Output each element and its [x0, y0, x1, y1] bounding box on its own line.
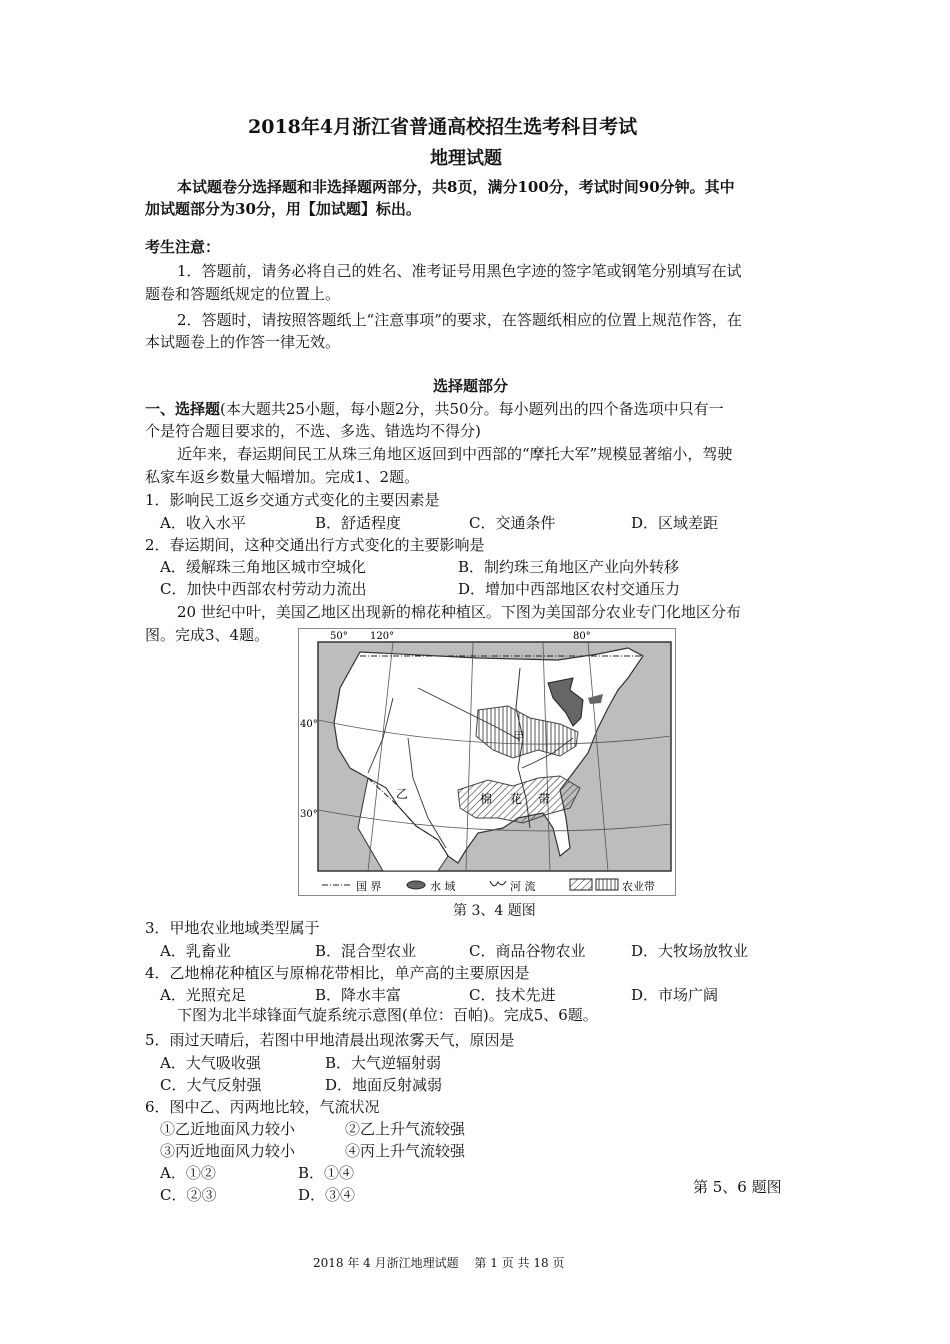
q6-option-c[interactable]: C．②③ — [160, 1186, 217, 1204]
lat-label-30: 30° — [300, 809, 318, 820]
q1-stem: 1．影响民工返乡交通方式变化的主要因素是 — [145, 491, 440, 509]
q5-option-b[interactable]: B．大气逆辐射弱 — [325, 1054, 442, 1072]
q6-statement-3: ③丙近地面风力较小 — [160, 1142, 296, 1160]
region-yi-label: 乙 — [396, 787, 409, 801]
passage1-line1: 近年来，春运期间民工从珠三角地区返回到中西部的“摩托大军”规模显著缩小，驾驶 — [177, 445, 733, 463]
lat-label-40: 40° — [300, 719, 318, 730]
q5-option-d[interactable]: D．地面反射减弱 — [325, 1076, 443, 1094]
part1-text: (本大题共25小题，每小题2分，共50分。每小题列出的四个备选项中只有一 — [220, 400, 724, 418]
passage2-line2: 图。完成3、4题。 — [145, 626, 270, 644]
us-agriculture-map — [298, 628, 676, 896]
q2-option-c[interactable]: C．加快中西部农村劳动力流出 — [160, 580, 367, 598]
q3-option-b[interactable]: B．混合型农业 — [315, 942, 417, 960]
legend-farm: 农业带 — [622, 880, 655, 893]
lon-label-120: 120° — [370, 631, 395, 642]
page-footer: 2018 年 4 月浙江地理试题 第 1 页 共 18 页 — [313, 1256, 565, 1270]
q1-option-c[interactable]: C．交通条件 — [469, 514, 556, 532]
passage3-line1: 下图为北半球锋面气旋系统示意图(单位：百帕)。完成5、6题。 — [177, 1006, 598, 1024]
q6-option-a[interactable]: A．①② — [160, 1164, 216, 1182]
notice-item2-line1: 2．答题时，请按照答题纸上“注意事项”的要求，在答题纸相应的位置上规范作答，在 — [177, 311, 742, 329]
map-svg — [298, 628, 676, 896]
q4-stem: 4．乙地棉花种植区与原棉花带相比，单产高的主要原因是 — [145, 964, 530, 982]
q3-stem: 3．甲地农业地域类型属于 — [145, 919, 320, 937]
q2-option-d[interactable]: D．增加中西部地区农村交通压力 — [458, 580, 681, 598]
cotton-label-3: 带 — [538, 792, 551, 806]
q5-option-a[interactable]: A．大气吸收强 — [160, 1054, 261, 1072]
fig56-caption: 第 5、6 题图 — [693, 1178, 782, 1196]
q2-stem: 2．春运期间，这种交通出行方式变化的主要影响是 — [145, 536, 485, 554]
q5-option-c[interactable]: C．大气反射强 — [160, 1076, 262, 1094]
q4-option-c[interactable]: C．技术先进 — [469, 986, 556, 1004]
legend-border: 国 界 — [356, 880, 382, 893]
notice-item2-line2: 本试题卷上的作答一律无效。 — [145, 333, 341, 351]
q3-option-d[interactable]: D．大牧场放牧业 — [631, 942, 749, 960]
map-caption: 第 3、4 题图 — [453, 903, 536, 919]
q6-stem: 6．图中乙、丙两地比较，气流状况 — [145, 1098, 380, 1116]
q3-option-a[interactable]: A．乳畜业 — [160, 942, 231, 960]
q4-option-a[interactable]: A．光照充足 — [160, 986, 246, 1004]
intro-line-1: 本试题卷分选择题和非选择题两部分，共8页，满分100分，考试时间90分钟。其中 — [177, 178, 735, 196]
q3-option-c[interactable]: C．商品谷物农业 — [469, 942, 586, 960]
q2-option-a[interactable]: A．缓解珠三角地区城市空城化 — [160, 558, 366, 576]
passage1-line2: 私家车返乡数量大幅增加。完成1、2题。 — [145, 468, 420, 486]
q6-statement-4: ④丙上升气流较强 — [345, 1142, 466, 1160]
lon-label-80: 80° — [573, 631, 591, 642]
part1-line2: 个是符合题目要求的，不选、多选、错选均不得分) — [145, 422, 481, 440]
q6-statement-1: ①乙近地面风力较小 — [160, 1120, 296, 1138]
part1-label: 一、选择题 — [145, 400, 221, 418]
q6-option-b[interactable]: B．①④ — [298, 1164, 355, 1182]
lon-label-50: 50° — [330, 631, 348, 642]
exam-subtitle: 地理试题 — [430, 148, 502, 169]
q5-stem: 5．雨过天晴后，若图中甲地清晨出现浓雾天气，原因是 — [145, 1031, 515, 1049]
notice-item1-line2: 题卷和答题纸规定的位置上。 — [145, 285, 341, 303]
q1-option-d[interactable]: D．区域差距 — [631, 514, 719, 532]
legend-water: 水 域 — [430, 880, 456, 893]
q1-option-b[interactable]: B．舒适程度 — [315, 514, 402, 532]
exam-title: 2018年4月浙江省普通高校招生选考科目考试 — [248, 116, 638, 138]
q4-option-d[interactable]: D．市场广阔 — [631, 986, 719, 1004]
q1-option-a[interactable]: A．收入水平 — [160, 514, 246, 532]
cotton-label-1: 棉 — [480, 792, 493, 806]
legend-river: 河 流 — [510, 880, 536, 893]
notice-heading: 考生注意： — [145, 238, 221, 256]
intro-line-2: 加试题部分为30分，用【加试题】标出。 — [145, 200, 421, 218]
q6-statement-2: ②乙上升气流较强 — [345, 1120, 466, 1138]
cotton-label-2: 花 — [510, 792, 523, 806]
part1-line1 — [145, 398, 724, 420]
q2-option-b[interactable]: B．制约珠三角地区产业向外转移 — [458, 558, 680, 576]
notice-item1-line1: 1．答题前，请务必将自己的姓名、准考证号用黑色字迹的签字笔或钢笔分别填写在试 — [177, 262, 742, 280]
section-heading: 选择题部分 — [433, 377, 509, 395]
q4-option-b[interactable]: B．降水丰富 — [315, 986, 402, 1004]
passage2-line1: 20 世纪中叶，美国乙地区出现新的棉花种植区。下图为美国部分农业专门化地区分布 — [177, 603, 741, 621]
q6-option-d[interactable]: D．③④ — [298, 1186, 356, 1204]
region-jia-label: 甲 — [513, 730, 526, 744]
